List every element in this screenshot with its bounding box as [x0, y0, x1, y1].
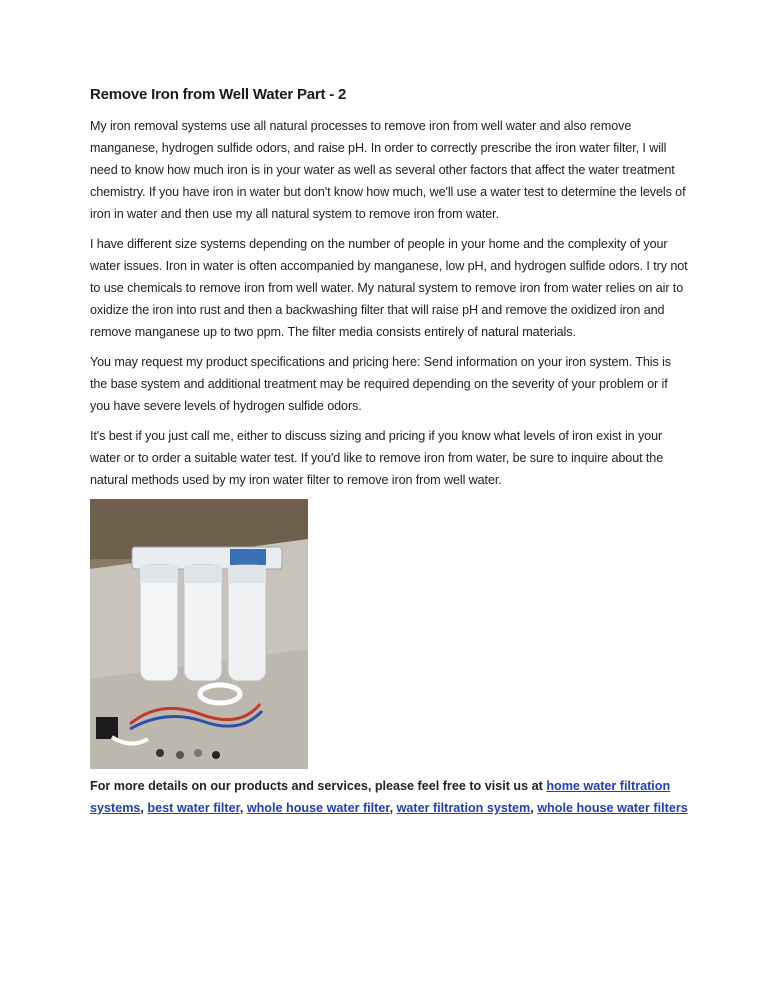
link-best-water-filter[interactable]: best water filter	[147, 801, 240, 815]
link-separator: ,	[530, 801, 538, 815]
link-water-filtration-system[interactable]: water filtration system	[396, 801, 531, 815]
footer-links	[90, 775, 690, 819]
paragraph-2: I have different size systems depending on the number of people in your home and the complexity of your water issues. Iron in water is often accompanied by manganese, low pH, and hydrogen sulfide odors. I try not to use chemicals to remove iron from well water. My natural system to remove iron from water relies on air to oxidize the iron into rust and then a backwashing filter that will raise pH and remove the oxidized iron and remove manganese up to two ppm. The filter media consists entirely of natural materials.	[90, 237, 688, 339]
page-title: Remove Iron from Well Water Part - 2	[90, 86, 347, 103]
paragraph-4: It's best if you just call me, either to discuss sizing and pricing if you know what levels of iron exist in your water or to order a suitable water test. If you'd like to remove iron from water, be sure to inquire about the natural methods used by my iron water filter to remove iron from well water.	[90, 429, 664, 487]
link-home-water-filtration-systems[interactable]: home water filtration systems	[90, 779, 671, 815]
paragraph-3: You may request my product specifications and pricing here: Send information on your iron system. This is the base system and additional treatment may be required depending on the severity of your problem or if you have severe levels of hydrogen sulfide odors.	[90, 355, 672, 413]
link-separator: ,	[140, 801, 148, 815]
water-filter-photo	[90, 499, 308, 769]
footer-intro: For more details on our products and services, please feel free to visit us at	[90, 779, 547, 793]
link-separator: ,	[239, 801, 247, 815]
document-page	[90, 86, 690, 819]
link-whole-house-water-filter[interactable]: whole house water filter	[246, 801, 390, 815]
paragraph-1: My iron removal systems use all natural processes to remove iron from well water and also remove manganese, hydrogen sulfide odors, and raise pH. In order to correctly prescribe the iron water filter, I will need to know how much iron is in your water as well as several other factors that affect the water treatment chemistry. If you have iron in water but don't know how much, we'll use a water test to determine the levels of iron in water and then use my all natural system to remove iron from water.	[90, 119, 686, 221]
link-separator: ,	[389, 801, 397, 815]
link-whole-house-water-filters[interactable]: whole house water filters	[537, 801, 688, 815]
